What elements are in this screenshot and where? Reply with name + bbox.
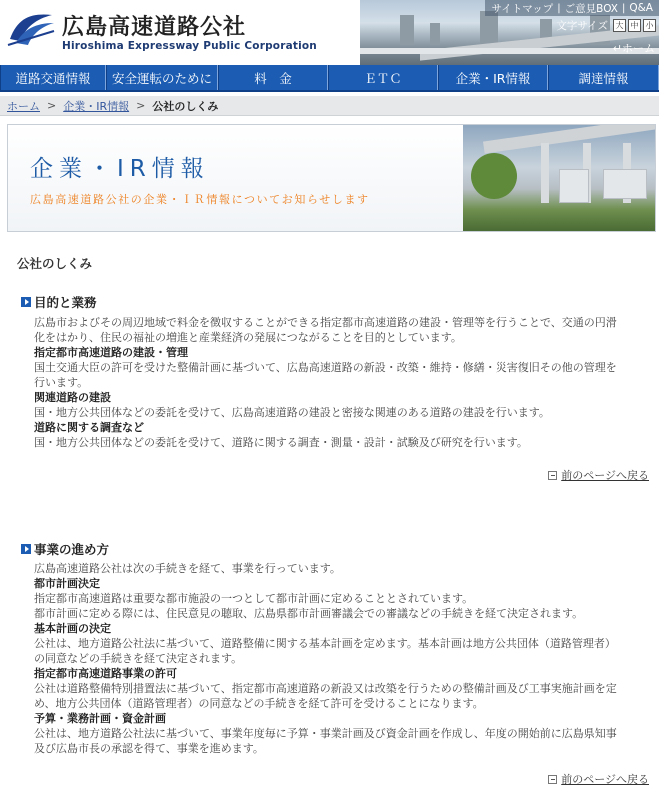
font-size-medium-button[interactable]: 中 [628, 19, 641, 32]
section-purpose-title: 目的と業務 [21, 293, 97, 311]
nav-tolls[interactable]: 料 金 [218, 65, 328, 90]
section-process-body: 広島高速道路公社は次の手続きを経て、事業を行っています。 都市計画決定 指定都市高速道路は重要な都市施設の一つとして都市計画に定めることとされています。 都市計画に定める際には、住民意見の聴取、広島県都市計画審議会での審議などの手続きを経て決定されます。 基本計画の決定 公社は、地方道路公社法に基づいて、道路整備に関する基本計画を定めます。基本計画は地方公共団体（道路管理者） の同意などの手続きを経て決定されます。 指定都市高速道路事業の許可 公社は道路整備特別措置法に基づいて、指定都市高速道路の新設又は改築を行うための整備計画及び工事実施計画を定 め、地方公共団体（道路管理者）の同意などの手続きを経て許可を受けることになります。 予算・業務計画・資金計画 公社は、地方道路公社法に基づいて、事業年度毎に予算・事業計画及び資金計画を作成し、年度の開始前に広島県知事 及び広島市長の承認を得て、事業を進めます。 [34, 561, 639, 756]
site-header [0, 0, 659, 65]
subheading: 道路に関する調査など [34, 421, 144, 434]
back-arrow-icon [548, 775, 557, 784]
breadcrumb [0, 96, 659, 116]
logo-text-jp[interactable]: 広島高速道路公社 [62, 15, 247, 40]
nav-etc[interactable]: ＥＴＣ [328, 65, 438, 90]
header-home-link[interactable]: ↵ホーム [612, 42, 655, 55]
section-purpose-body: 広島市およびその周辺地域で料金を徴収することができる指定都市高速道路の建設・管理等を行うことで、交通の円滑 化をはかり、住民の福祉の増進と産業経済の発展につながることを目的としています。 指定都市高速道路の建設・管理 国土交通大臣の許可を受けた整備計画に基づいて、広島高速道路の新設・改築・維持・修繕・災害復旧その他の管理を 行います。 関連道路の建設 国・地方公共団体などの委託を受けて、広島高速道路の建設と密接な関連のある道路の建設を行います。 道路に関する調査など 国・地方公共団体などの委託を受けて、道路に関する調査・測量・設計・試験及び研究を行います。 [34, 315, 639, 450]
banner-subtitle: 広島高速道路公社の企業・ＩＲ情報についてお知らせします [30, 193, 370, 206]
font-size-large-button[interactable]: 大 [613, 19, 626, 32]
font-size-selector [556, 18, 656, 33]
banner-photo [463, 125, 655, 231]
nav-corporate-ir[interactable]: 企業・IR情報 [438, 65, 548, 90]
section-process-title: 事業の進め方 [21, 540, 109, 558]
faq-link[interactable]: Q&A [629, 2, 653, 14]
font-size-label: 文字サイズ [556, 20, 608, 32]
subheading: 都市計画決定 [34, 577, 100, 590]
subheading: 予算・業務計画・資金計画 [34, 712, 166, 725]
back-arrow-icon [548, 471, 557, 480]
utility-links: サイトマップ | ご意見BOX | Q&A [485, 0, 659, 16]
breadcrumb-separator: > [136, 99, 146, 112]
feedback-box-link[interactable]: ご意見BOX [564, 2, 618, 15]
arrow-bullet-icon [21, 297, 31, 307]
font-size-small-button[interactable]: 小 [643, 19, 656, 32]
subheading: 関連道路の建設 [34, 391, 111, 404]
breadcrumb-home-link[interactable]: ホーム [7, 99, 40, 113]
subheading: 指定都市高速道路事業の許可 [34, 667, 177, 680]
arrow-bullet-icon [21, 544, 31, 554]
logo-text-en[interactable]: Hiroshima Expressway Public Corporation [62, 40, 317, 52]
subheading: 基本計画の決定 [34, 622, 111, 635]
section-banner [7, 124, 656, 232]
global-nav [0, 65, 659, 92]
logo-icon[interactable] [6, 9, 56, 47]
return-arrow-icon: ↵ [612, 42, 622, 55]
page-title: 公社のしくみ [17, 256, 93, 271]
banner-title: 企業・IR情報 [30, 156, 210, 182]
sitemap-link[interactable]: サイトマップ [491, 2, 554, 15]
nav-safe-driving[interactable]: 安全運転のために [106, 65, 218, 90]
breadcrumb-section-link[interactable]: 企業・IR情報 [63, 99, 130, 113]
nav-procurement[interactable]: 調達情報 [548, 65, 659, 90]
back-to-previous-link[interactable]: 前のページへ戻る [548, 771, 649, 787]
subheading: 指定都市高速道路の建設・管理 [34, 346, 188, 359]
back-to-previous-link[interactable]: 前のページへ戻る [548, 467, 649, 483]
breadcrumb-separator: > [47, 99, 57, 112]
nav-road-traffic-info[interactable]: 道路交通情報 [0, 65, 106, 90]
breadcrumb-current: 公社のしくみ [152, 99, 219, 113]
